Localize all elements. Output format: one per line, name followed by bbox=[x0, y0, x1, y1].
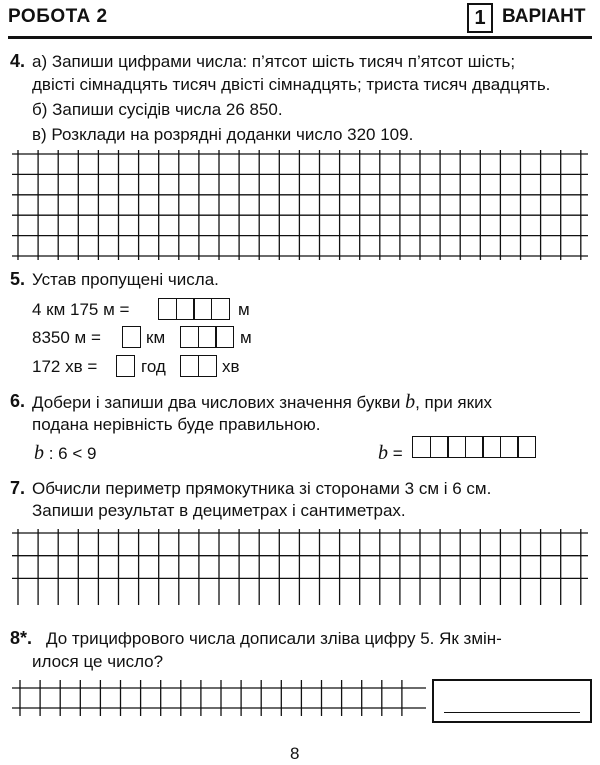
task6-expr-var: b bbox=[34, 442, 44, 464]
task5-row3-hour-box[interactable] bbox=[116, 355, 135, 377]
task7-line-1: Обчисли периметр прямокутника зі сторонами 3 см і 6 см. bbox=[32, 479, 492, 498]
task6-answer-label bbox=[378, 442, 403, 465]
task6-answer-boxes[interactable] bbox=[412, 436, 536, 458]
task5-row2-km-box[interactable] bbox=[122, 326, 141, 348]
task6-line-2: подана нерівність буде правильною. bbox=[32, 415, 321, 434]
task7-number: 7. bbox=[10, 478, 26, 498]
task5-row3-label: 172 хв = bbox=[32, 357, 98, 376]
task5-number: 5. bbox=[10, 269, 26, 289]
task8-number: 8*. bbox=[10, 628, 33, 648]
task8-line-2: илося це число? bbox=[32, 652, 164, 671]
work-title: РОБОТА 2 bbox=[8, 6, 108, 27]
task5-row3-min-boxes[interactable] bbox=[180, 355, 217, 377]
task6-line-1 bbox=[32, 391, 492, 414]
task6-expr-rest: : 6 < 9 bbox=[48, 444, 97, 463]
page-number: 8 bbox=[290, 744, 300, 763]
task8-line-1: До трицифрового числа дописали зліва цифру 5. Як змін- bbox=[46, 629, 502, 648]
task6-line-1-b: , при яких bbox=[415, 393, 493, 412]
task6-inequality bbox=[34, 442, 96, 465]
variant-label: ВАРІАНТ bbox=[502, 6, 586, 27]
task5-row2-unit-m: м bbox=[240, 328, 252, 347]
task4-line-2: двісті сімнадцять тисяч двісті сімнадцять; триста тисяч двадцять. bbox=[32, 75, 551, 94]
task5-row1-boxes[interactable] bbox=[158, 298, 230, 320]
task5-row1-label: 4 км 175 м = bbox=[32, 300, 130, 319]
task8-answer-line bbox=[444, 712, 580, 713]
task6-letter-b: b bbox=[405, 391, 416, 413]
task6-line-1-a: Добери і запиши два числових значення букви bbox=[32, 393, 401, 412]
task4-line-4: в) Розклади на розрядні доданки число 320 109. bbox=[32, 125, 414, 144]
task4-line-1: а) Запиши цифрами числа: п’ятсот шість тисяч п’ятсот шість; bbox=[32, 52, 516, 71]
task6-number: 6. bbox=[10, 391, 26, 411]
task5-title: Устав пропущені числа. bbox=[32, 270, 219, 289]
task5-row1-unit: м bbox=[238, 300, 250, 319]
task6-answer-var: b bbox=[378, 442, 388, 464]
task5-row2-unit-km: км bbox=[146, 328, 166, 347]
header-divider bbox=[8, 36, 592, 39]
task5-row2-m-boxes[interactable] bbox=[180, 326, 234, 348]
task7-line-2: Запиши результат в дециметрах і сантиметрах. bbox=[32, 501, 406, 520]
task8-answer-box[interactable] bbox=[432, 679, 592, 723]
task5-row3-unit-min: хв bbox=[222, 357, 240, 376]
variant-number-box: 1 bbox=[467, 3, 493, 33]
task4-number: 4. bbox=[10, 51, 26, 71]
task4-line-3: б) Запиши сусідів числа 26 850. bbox=[32, 100, 283, 119]
task5-row3-unit-hour: год bbox=[141, 357, 166, 376]
task5-row2-label: 8350 м = bbox=[32, 328, 101, 347]
task6-answer-eq: = bbox=[392, 444, 403, 463]
